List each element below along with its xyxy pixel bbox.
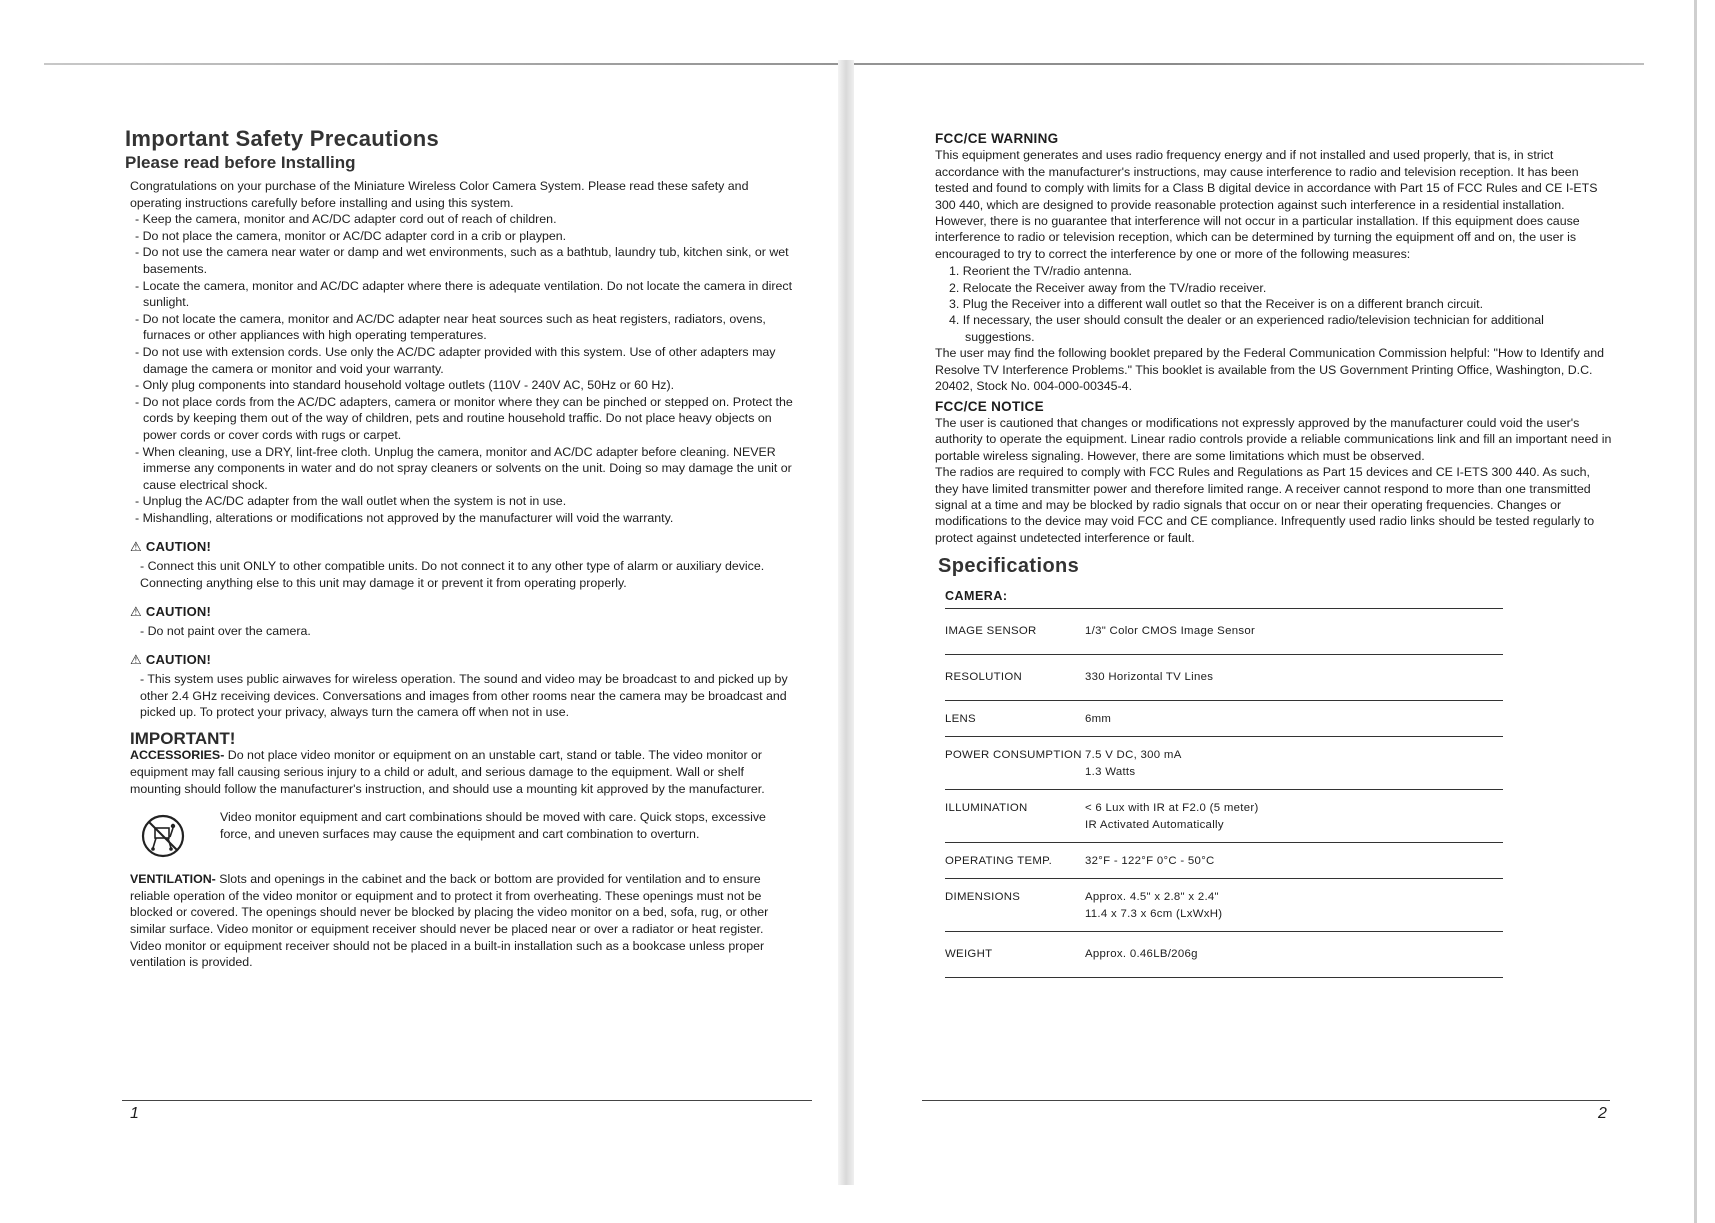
spec-value-line: < 6 Lux with IR at F2.0 (5 meter) — [1085, 801, 1259, 814]
list-item: - Mishandling, alterations or modifications not approved by the manufacturer will void the warranty. — [135, 510, 674, 525]
caution-text: - Do not paint over the camera. — [140, 623, 311, 638]
intro-paragraph: Congratulations on your purchase of the Miniature Wireless Color Camera System. Please read these safety and operating instructions carefully before installing and using this system. — [130, 179, 749, 210]
spec-value — [1085, 711, 1503, 728]
table-row — [945, 879, 1503, 932]
table-row — [945, 843, 1503, 879]
list-item: 1. Reorient the TV/radio antenna. — [949, 264, 1132, 279]
table-row — [945, 737, 1503, 790]
list-item: - Keep the camera, monitor and AC/DC adapter cord out of reach of children. — [135, 212, 557, 227]
accessories-paragraph — [130, 747, 798, 797]
spec-key: POWER CONSUMPTION — [945, 748, 1082, 761]
page-number: 1 — [130, 1105, 139, 1122]
warning-triangle-icon: ⚠ — [130, 539, 142, 555]
ventilation-text: Slots and openings in the cabinet and the back or bottom are provided for ventilation and to ensure reliable operation of the video monitor or equipment and to protect it from overheating. These openings must not be blocked or covered. The openings should never be blocked by placing the video monitor on a bed, sofa, rug, or other similar surface. Video monitor or equipment receiver should never be placed near or over a radiator or heat register. Video monitor or equipment receiver should not be placed in a built-in installation such as a bookcase unless proper ventilation is provided. — [130, 872, 769, 970]
booklet-paragraph: The user may find the following booklet prepared by the Federal Communication Commission helpful: "How to Identify and Resolve TV Interference Problems." This booklet is available from the US Government Printing Office, Washington, D.C. 20402, Stock No. 004-000-00345-4. — [935, 346, 1605, 394]
specifications-heading: Specifications — [938, 555, 1080, 578]
cart-notice-text: Video monitor equipment and cart combinations should be moved with care. Quick stops, excessive force, and uneven surfaces may cause the equipment and cart combination to overturn. — [220, 810, 766, 841]
safety-bullet-list — [130, 211, 798, 526]
list-item: 3. Plug the Receiver into a different wall outlet so that the Receiver is on a different branch circuit. — [949, 297, 1484, 312]
spec-section-heading: CAMERA: — [945, 585, 1503, 609]
spec-value — [1085, 853, 1503, 870]
table-row — [945, 790, 1503, 843]
spec-value — [1085, 889, 1503, 923]
fcc-body — [935, 131, 1613, 978]
table-row — [945, 655, 1503, 701]
list-item: 4. If necessary, the user should consult the dealer or an experienced radio/television technician for additional suggestions. — [949, 313, 1544, 344]
spec-key: DIMENSIONS — [945, 890, 1021, 903]
spec-value-line: Approx. 0.46LB/206g — [1085, 947, 1198, 960]
spec-table — [945, 585, 1503, 978]
list-item: - Do not place cords from the AC/DC adapters, camera or monitor where they can be pinched or stepped on. Protect the cords by keeping them out of the way of children, pets and routine household traffic. Do not place heavy objects on power cords or cover cords with rugs or carpet. — [135, 394, 793, 442]
list-item: 2. Relocate the Receiver away from the TV/radio receiver. — [949, 280, 1267, 295]
spec-key: WEIGHT — [945, 947, 993, 960]
spec-value-line: Approx. 4.5" x 2.8" x 2.4" — [1085, 890, 1219, 903]
spec-value-line: 11.4 x 7.3 x 6cm (LxWxH) — [1085, 907, 1223, 920]
spec-value-line: 7.5 V DC, 300 mA — [1085, 748, 1182, 761]
page-title: Important Safety Precautions — [125, 126, 440, 151]
caution-heading — [130, 539, 798, 556]
cart-notice — [130, 809, 798, 859]
spec-key: IMAGE SENSOR — [945, 624, 1037, 637]
left-page — [0, 0, 838, 1223]
page-subtitle: Please read before Installing — [125, 153, 356, 172]
spec-value-line: IR Activated Automatically — [1085, 818, 1224, 831]
table-row — [945, 609, 1503, 655]
page-number: 2 — [1598, 1105, 1607, 1122]
spec-value — [1085, 946, 1503, 963]
ventilation-label: VENTILATION- — [130, 872, 216, 887]
caution-label: CAUTION! — [145, 604, 212, 620]
table-row — [945, 932, 1503, 978]
list-item: - Do not place the camera, monitor or AC/DC adapter cord in a crib or playpen. — [135, 228, 567, 243]
fcc-notice-paragraph: The radios are required to comply with FCC Rules and Regulations as Part 15 devices and CE I-ETS 300 440. As such, they have limited transmitter power and therefore limited range. A receiver cannot respond to more than one transmitted signal at a time and may be blocked by radio signals that occur on or near their operating frequencies. Changes or modifications to the device may void FCC and CE compliance. Infrequently used radio links should be tested regularly to protect against undetected interference or fault. — [935, 465, 1595, 545]
caution-text: - This system uses public airwaves for wireless operation. The sound and video may be broadcast to and picked up by other 2.4 GHz receiving devices. Conversations and images from other rooms near the camera may be broadcast and picked up. To protect your privacy, always turn the camera off when not in use. — [140, 672, 788, 720]
measures-list — [935, 263, 1613, 345]
scan-right-edge — [1694, 0, 1697, 1223]
spec-key: LENS — [945, 712, 976, 725]
spec-value-line: 1/3" Color CMOS Image Sensor — [1085, 624, 1256, 637]
important-heading: IMPORTANT! — [130, 728, 236, 748]
list-item: - Do not locate the camera, monitor and AC/DC adapter near heat sources such as heat registers, radiators, ovens, furnaces or other appliances with high operating temperatures. — [135, 311, 766, 343]
list-item: - Locate the camera, monitor and AC/DC adapter where there is adequate ventilation. Do not locate the camera in direct sunlight. — [135, 278, 793, 310]
caution-heading — [130, 652, 798, 669]
warning-triangle-icon: ⚠ — [130, 604, 142, 620]
book-gutter — [838, 60, 854, 1185]
spec-value — [1085, 623, 1503, 640]
spec-value-line: 32°F - 122°F 0°C - 50°C — [1085, 854, 1215, 867]
spec-key: OPERATING TEMP. — [945, 854, 1053, 867]
table-row — [945, 701, 1503, 737]
cart-tip-over-warning-icon — [140, 813, 186, 859]
caution-label: CAUTION! — [145, 539, 212, 555]
list-item: - Only plug components into standard household voltage outlets (110V - 240V AC, 50Hz or 60 Hz). — [135, 378, 675, 393]
footer-rule — [922, 1100, 1610, 1101]
spec-value — [1085, 800, 1503, 834]
warning-triangle-icon: ⚠ — [130, 652, 142, 668]
spec-value-line: 330 Horizontal TV Lines — [1085, 670, 1214, 683]
caution-label: CAUTION! — [145, 652, 212, 668]
list-item: - When cleaning, use a DRY, lint-free cloth. Unplug the camera, monitor and AC/DC adapter before cleaning. NEVER immerse any components in water and do not spray cleaners or solvents on the unit. Doing so may damage the unit or cause electrical shock. — [135, 444, 792, 492]
caution-heading — [130, 604, 798, 621]
list-item: - Unplug the AC/DC adapter from the wall outlet when the system is not in use. — [135, 494, 567, 509]
spec-value — [1085, 669, 1503, 686]
accessories-text: Do not place video monitor or equipment on an unstable cart, stand or table. The video monitor or equipment may fall causing serious injury to a child or adult, and serious damage to the equipment. Wall or shelf mounting should follow the manufacturer's instruction, and should use a mounting kit approved by the manufacturer. — [130, 748, 765, 796]
ventilation-paragraph — [130, 871, 798, 971]
safety-body — [130, 178, 798, 971]
fcc-notice-paragraph: The user is cautioned that changes or modifications not expressly approved by the manufacturer could void the user's authority to operate the equipment. Linear radio controls provide a reliable communications link and fill an important need in portable wireless signaling. However, there are some limitations which must be observed. — [935, 415, 1612, 463]
spec-value-line: 6mm — [1085, 712, 1112, 725]
caution-text: - Connect this unit ONLY to other compatible units. Do not connect it to any other type of alarm or auxiliary device. Connecting anything else to this unit may damage it or prevent it from operating properly. — [140, 559, 765, 590]
list-item: - Do not use with extension cords. Use only the AC/DC adapter provided with this system. Use of other adapters may damage the camera or monitor and void your warranty. — [135, 344, 776, 376]
spec-value — [1085, 747, 1503, 781]
fcc-warning-paragraph: This equipment generates and uses radio frequency energy and if not installed and used properly, that is, in strict accordance with the manufacturer's instructions, may cause interference to radio and television reception. It has been tested and found to comply with limits for a Class B digital device in accordance with Part 15 of FCC Rules and CE I-ETS 300 440, which are designed to provide reasonable protection against such interference in a residential installation. However, there is no guarantee that interference will not occur in a particular installation. If this equipment does cause interference to radio or television reception, which can be determined by turning the equipment off and on, the user is encouraged to try to correct the interference by one or more of the following measures: — [935, 148, 1598, 261]
spec-key: RESOLUTION — [945, 670, 1023, 683]
footer-rule — [122, 1100, 812, 1101]
accessories-label: ACCESSORIES- — [130, 748, 225, 763]
fcc-warning-heading: FCC/CE WARNING — [935, 131, 1059, 146]
list-item: - Do not use the camera near water or damp and wet environments, such as a bathtub, laundry tub, kitchen sink, or wet basements. — [135, 245, 789, 276]
fcc-notice-heading: FCC/CE NOTICE — [935, 398, 1044, 414]
spec-key: ILLUMINATION — [945, 801, 1028, 814]
spec-value-line: 1.3 Watts — [1085, 765, 1136, 778]
